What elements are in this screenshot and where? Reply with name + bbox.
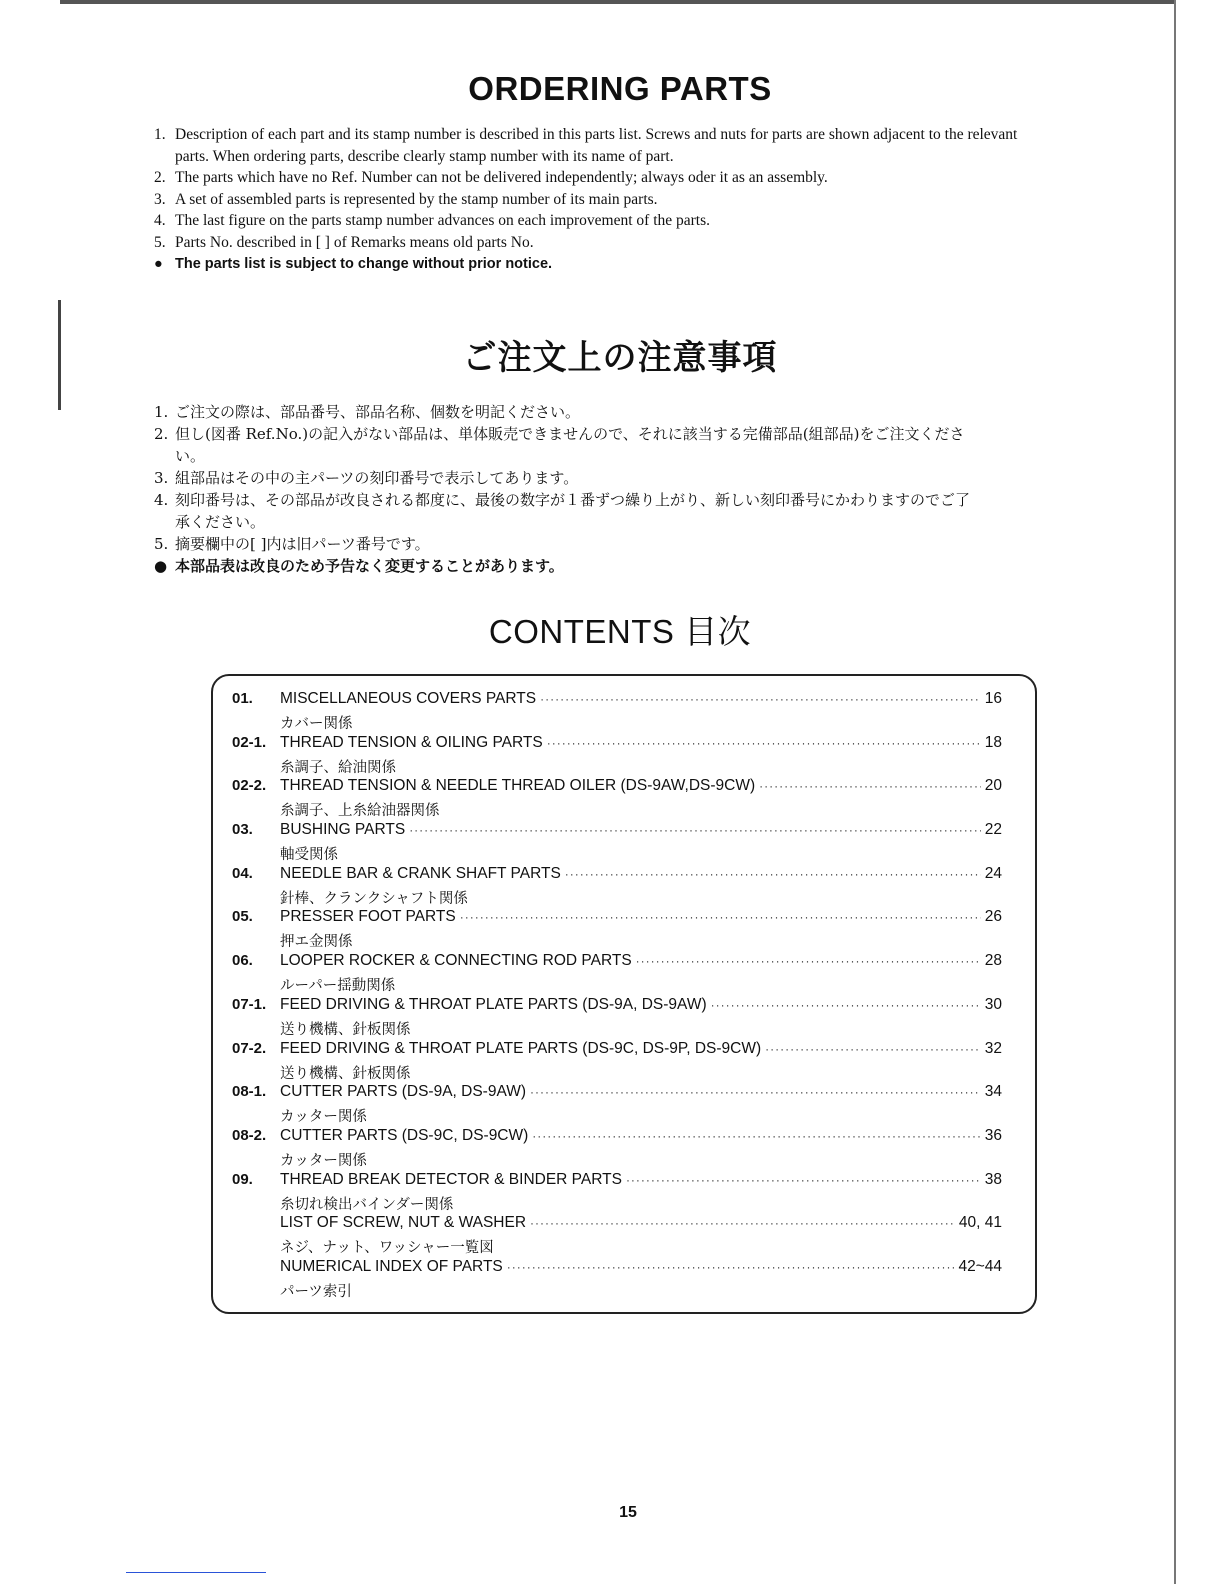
- toc-number: 08-2.: [232, 1126, 267, 1144]
- bullet-icon: ●: [154, 255, 163, 272]
- toc-entry[interactable]: [232, 908, 1002, 952]
- toc-title-jp: 押エ金関係: [280, 934, 353, 951]
- toc-number: 02-1.: [232, 733, 267, 751]
- note-marker: 4.: [154, 212, 166, 230]
- dot-leader: [540, 692, 981, 706]
- note-item: [154, 124, 1034, 167]
- toc-title-jp: 送り機構、針板関係: [280, 1021, 411, 1038]
- scan-edge-right: [1174, 0, 1176, 1584]
- toc-entry[interactable]: [232, 865, 1002, 909]
- blue-underline-mark: [126, 1572, 266, 1573]
- note-item-notice: [154, 254, 1034, 276]
- dot-leader: [711, 998, 981, 1012]
- note-item-jp: [154, 489, 974, 533]
- toc-number: 04.: [232, 864, 253, 882]
- toc-title-jp: パーツ索引: [280, 1283, 352, 1300]
- toc-page: 40, 41: [958, 1214, 1002, 1232]
- toc-entry[interactable]: [232, 1214, 1002, 1258]
- note-text: The last figure on the parts stamp number advances on each improvement of the parts.: [175, 212, 711, 230]
- toc-title-jp: ネジ、ナット、ワッシャー一覧図: [280, 1240, 494, 1257]
- toc-number: 02-2.: [232, 777, 267, 795]
- toc-title-jp: 針棒、クランクシャフト関係: [280, 890, 468, 907]
- toc-title-jp: 糸調子、給油関係: [280, 759, 396, 776]
- dot-leader: [636, 954, 981, 968]
- ordering-notes-jp: [154, 401, 974, 577]
- toc-entry[interactable]: [232, 690, 1002, 734]
- note-marker: 2.: [154, 169, 166, 187]
- toc-entry[interactable]: [232, 1127, 1002, 1171]
- dot-leader: [765, 1042, 981, 1056]
- note-item-jp: [154, 533, 974, 555]
- note-item-jp: [154, 423, 974, 467]
- toc-page: 36: [984, 1126, 1002, 1144]
- toc-page: 22: [984, 821, 1002, 839]
- note-item: [154, 189, 1034, 211]
- ordering-parts-title: ORDERING PARTS: [468, 70, 772, 107]
- note-item: [154, 210, 1034, 232]
- toc-title: THREAD TENSION & NEEDLE THREAD OILER (DS-9AW,DS-9CW): [280, 777, 756, 795]
- toc-title: PRESSER FOOT PARTS: [280, 908, 456, 926]
- contents-list: [232, 690, 1002, 1302]
- toc-title-jp: 糸調子、上糸給油器関係: [280, 803, 440, 820]
- note-text: 刻印番号は、その部品が改良される都度に、最後の数字が１番ずつ繰り上がり、新しい刻印番号にかわりますのでご了承ください。: [175, 491, 971, 531]
- toc-entry[interactable]: [232, 1171, 1002, 1215]
- ordering-notes-en: [154, 124, 1034, 275]
- dot-leader: [532, 1129, 980, 1143]
- toc-entry[interactable]: [232, 1083, 1002, 1127]
- toc-page: 24: [984, 864, 1002, 882]
- dot-leader: [759, 779, 981, 793]
- note-text: 組部品はその中の主パーツの刻印番号で表示してあります。: [175, 469, 579, 487]
- note-text: A set of assembled parts is represented by the stamp number of its main parts.: [175, 190, 658, 208]
- toc-page: 20: [984, 777, 1002, 795]
- toc-number: 03.: [232, 821, 253, 839]
- toc-title-jp: ルーパー揺動関係: [280, 978, 396, 995]
- toc-title: THREAD TENSION & OILING PARTS: [280, 733, 543, 751]
- toc-number: 06.: [232, 952, 253, 970]
- note-marker: 5.: [154, 233, 166, 251]
- note-marker: 5.: [154, 535, 169, 553]
- toc-entry[interactable]: [232, 1040, 1002, 1084]
- note-text: ご注文の際は、部品番号、部品名称、個数を明記ください。: [175, 403, 581, 421]
- toc-number: 08-1.: [232, 1083, 267, 1101]
- toc-title: FEED DRIVING & THROAT PLATE PARTS (DS-9C, DS-9P, DS-9CW): [280, 1039, 762, 1057]
- toc-page: 18: [984, 733, 1002, 751]
- toc-number: 09.: [232, 1170, 253, 1188]
- toc-entry[interactable]: [232, 821, 1002, 865]
- toc-page: 34: [984, 1083, 1002, 1101]
- dot-leader: [547, 736, 981, 750]
- note-marker: 1.: [154, 403, 169, 421]
- toc-title-jp: 糸切れ検出バインダー関係: [280, 1196, 454, 1213]
- dot-leader: [507, 1260, 955, 1274]
- toc-entry[interactable]: [232, 734, 1002, 778]
- bullet-icon: ●: [154, 557, 168, 575]
- dot-leader: [460, 910, 981, 924]
- toc-title: NUMERICAL INDEX OF PARTS: [280, 1257, 503, 1275]
- toc-title-jp: 送り機構、針板関係: [280, 1065, 411, 1082]
- note-item-jp: [154, 401, 974, 423]
- dot-leader: [626, 1173, 981, 1187]
- toc-page: 38: [984, 1170, 1002, 1188]
- toc-number: 01.: [232, 690, 253, 707]
- toc-page: 30: [984, 995, 1002, 1013]
- toc-title: BUSHING PARTS: [280, 821, 406, 839]
- toc-title: FEED DRIVING & THROAT PLATE PARTS (DS-9A, DS-9AW): [280, 995, 707, 1013]
- note-text: The parts which have no Ref. Number can not be delivered independently; always oder it as an assembly.: [175, 169, 828, 187]
- toc-title: LOOPER ROCKER & CONNECTING ROD PARTS: [280, 952, 632, 970]
- note-text: Description of each part and its stamp number is described in this parts list. Screws and nuts for parts are shown adjacent to the relevant parts. When ordering parts, describe clearly stamp number with its name of part.: [175, 126, 1018, 165]
- toc-number: 05.: [232, 908, 253, 926]
- note-text: 摘要欄中の[ ]内は旧パーツ番号です。: [175, 535, 430, 553]
- toc-title: CUTTER PARTS (DS-9A, DS-9AW): [280, 1083, 527, 1101]
- toc-title: NEEDLE BAR & CRANK SHAFT PARTS: [280, 864, 561, 882]
- dot-leader: [530, 1085, 981, 1099]
- dot-leader: [530, 1216, 955, 1230]
- note-text: The parts list is subject to change without prior notice.: [175, 255, 553, 272]
- toc-page: 26: [984, 908, 1002, 926]
- toc-entry[interactable]: [232, 777, 1002, 821]
- toc-title-jp: 軸受関係: [280, 847, 338, 864]
- toc-title: MISCELLANEOUS COVERS PARTS: [280, 690, 537, 707]
- dot-leader: [565, 867, 981, 881]
- toc-title: THREAD BREAK DETECTOR & BINDER PARTS: [280, 1170, 622, 1188]
- note-marker: 1.: [154, 126, 166, 143]
- ordering-parts-title-jp: ご注文上の注意事項: [462, 338, 778, 378]
- note-item-notice-jp: [154, 555, 974, 577]
- note-marker: 3.: [154, 469, 169, 487]
- toc-number: 07-2.: [232, 1039, 267, 1057]
- note-item: [154, 232, 1034, 254]
- toc-page: 16: [984, 690, 1002, 707]
- note-item-jp: [154, 467, 974, 489]
- toc-title-jp: カッター関係: [280, 1152, 367, 1169]
- note-marker: 4.: [154, 491, 169, 509]
- note-marker: 2.: [154, 425, 169, 443]
- note-text: 但し(図番 Ref.No.)の記入がない部品は、単体販売できませんので、それに該当する完備部品(組部品)をご注文ください。: [175, 425, 965, 465]
- note-text: 本部品表は改良のため予告なく変更することがあります。: [175, 557, 564, 575]
- note-marker: 3.: [154, 190, 166, 208]
- toc-entry[interactable]: [232, 996, 1002, 1040]
- scan-edge-top: [60, 0, 1176, 4]
- page-number: 15: [619, 1504, 637, 1521]
- toc-entry[interactable]: [232, 952, 1002, 996]
- toc-page: 28: [984, 952, 1002, 970]
- note-item: [154, 167, 1034, 189]
- toc-title-jp: カバー関係: [280, 716, 353, 732]
- toc-entry[interactable]: [232, 1258, 1002, 1302]
- toc-page: 32: [984, 1039, 1002, 1057]
- toc-title: LIST OF SCREW, NUT & WASHER: [280, 1214, 527, 1232]
- toc-title-jp: カッター関係: [280, 1109, 367, 1126]
- toc-page: 42~44: [958, 1257, 1002, 1275]
- toc-number: 07-1.: [232, 995, 267, 1013]
- contents-title: CONTENTS 目次: [488, 613, 752, 650]
- dot-leader: [409, 823, 981, 837]
- toc-title: CUTTER PARTS (DS-9C, DS-9CW): [280, 1126, 529, 1144]
- note-text: Parts No. described in [ ] of Remarks means old parts No.: [175, 233, 534, 251]
